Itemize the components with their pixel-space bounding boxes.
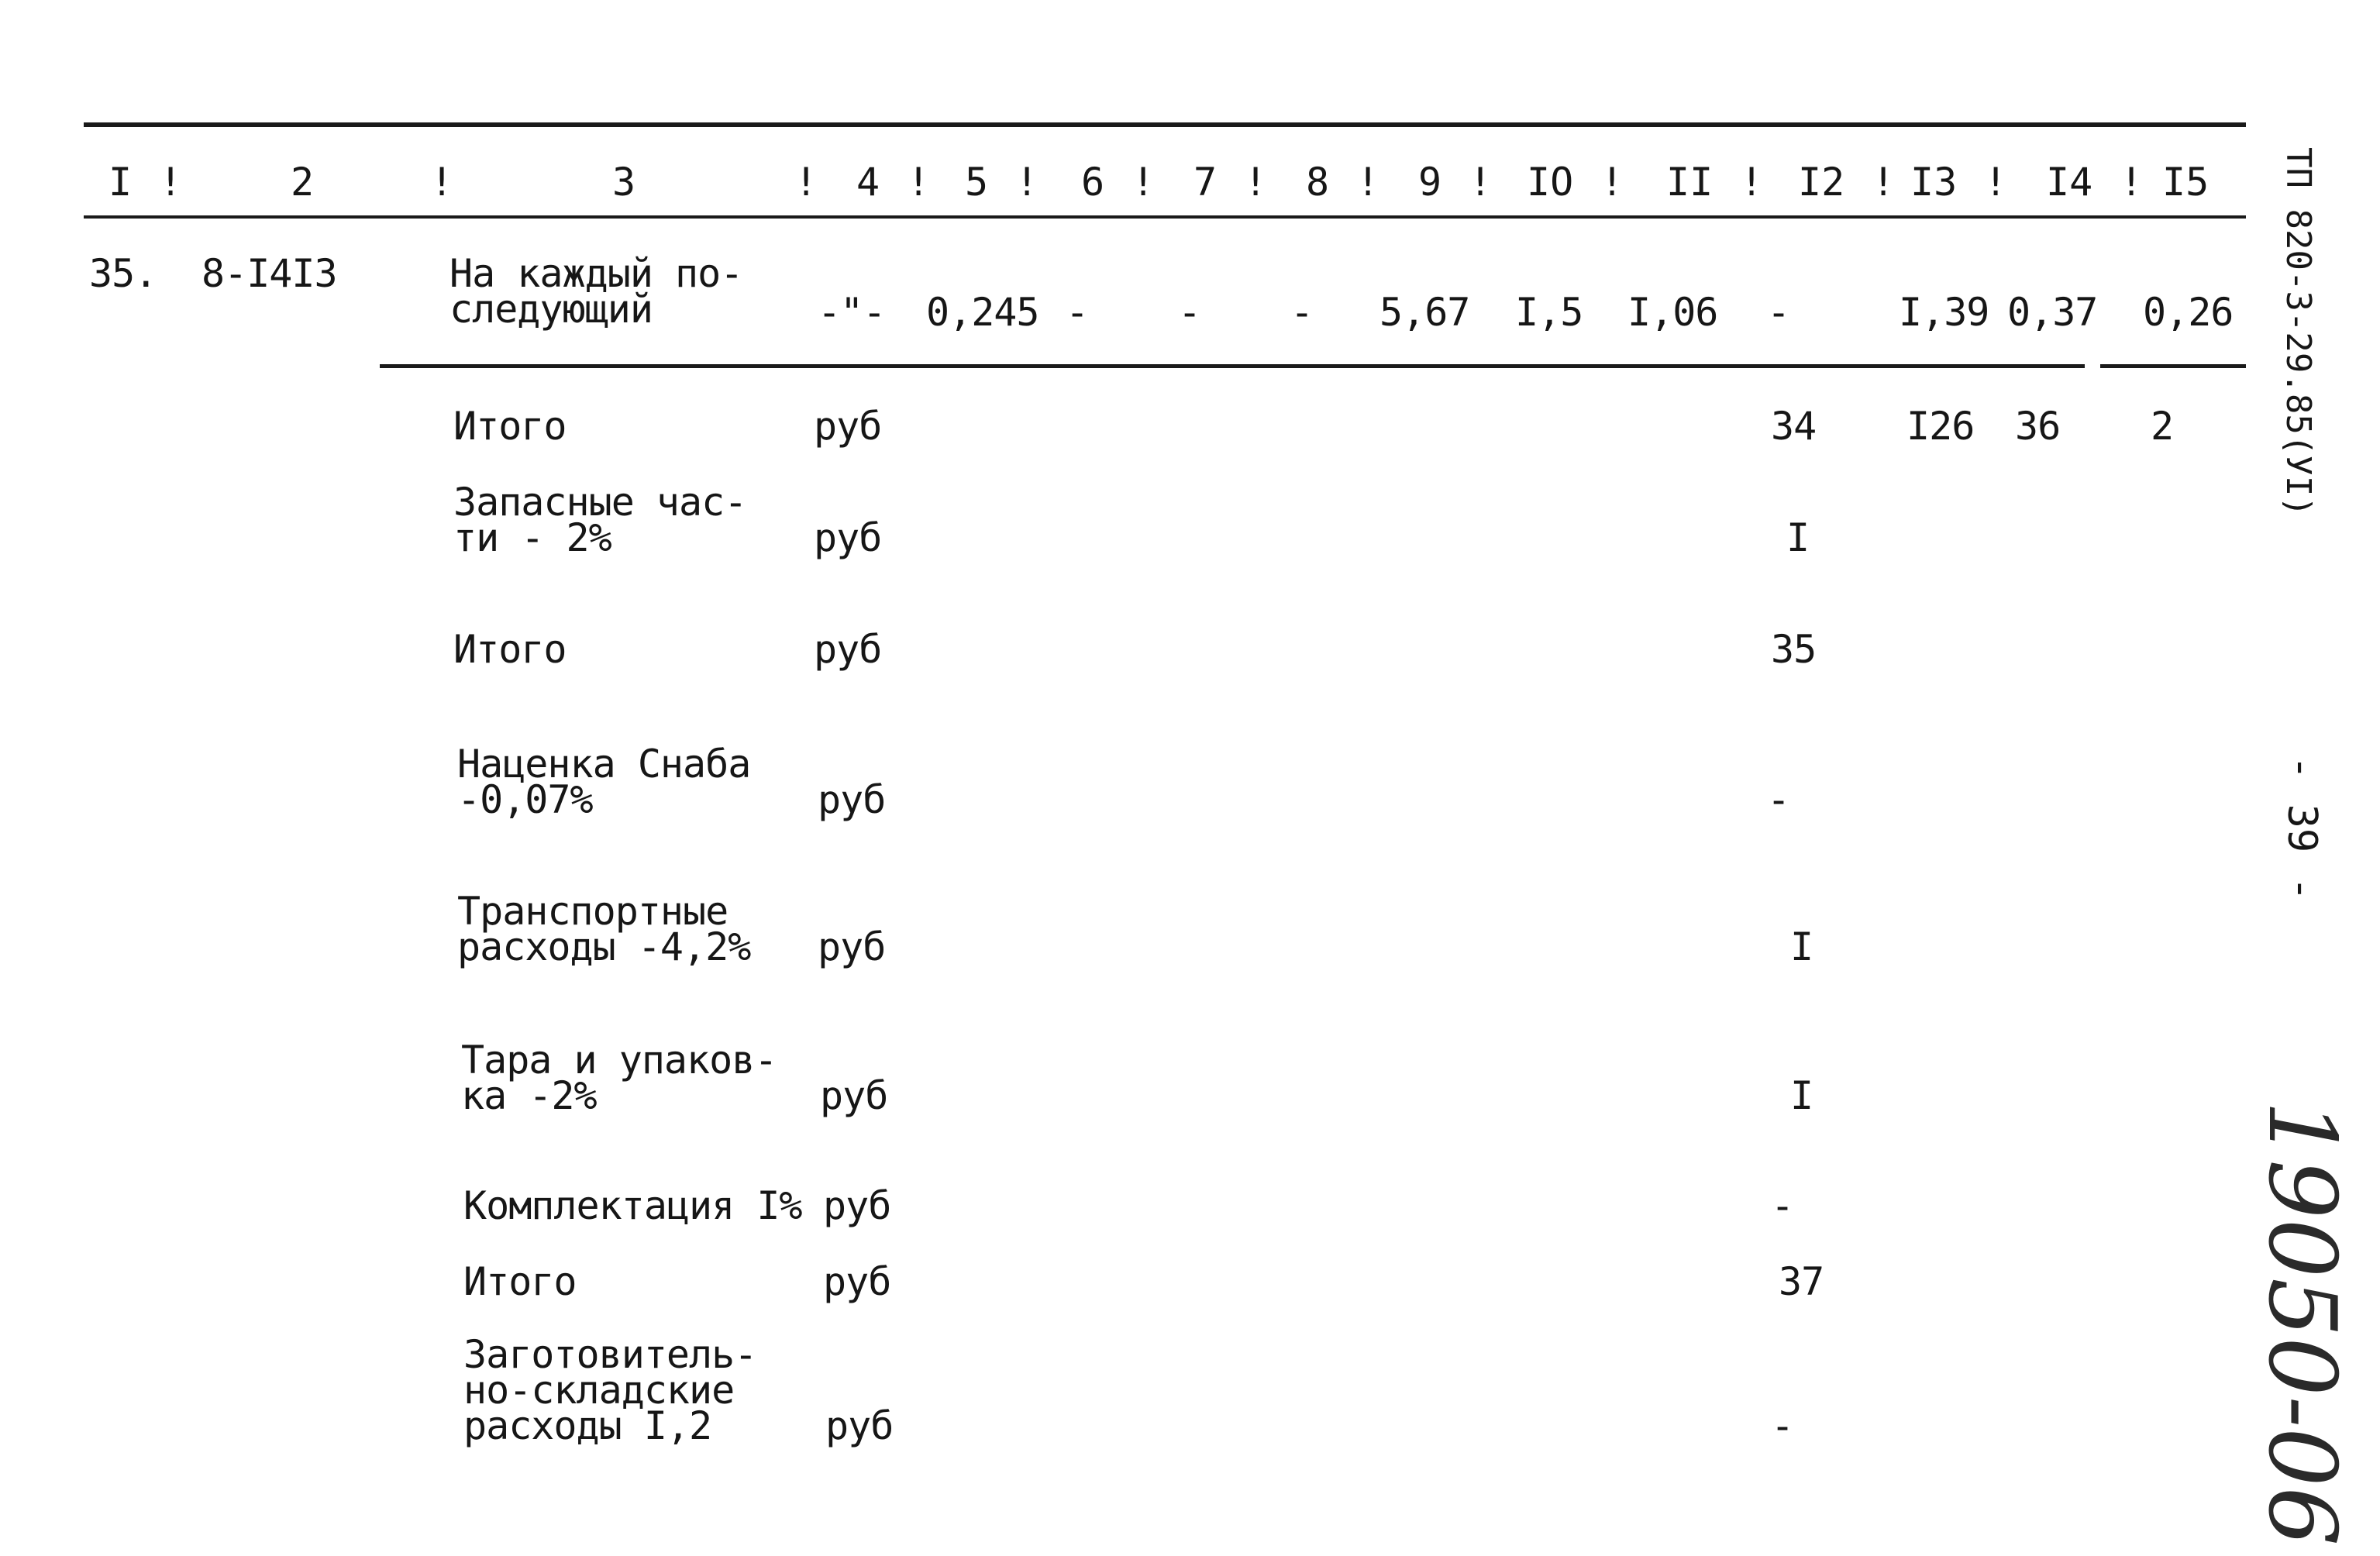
summary-unit: руб [814,515,882,560]
summary-label-2: расходы -4,2% [457,924,751,969]
header-col-15: I5 [2162,160,2210,205]
summary-unit: руб [814,627,882,672]
row-col-5: 0,245 [926,290,1039,335]
row-col-14: 0,37 [2007,290,2098,335]
row-number: 35. [89,251,157,296]
summary-label-3: расходы I,2 [463,1403,712,1448]
summary-label-2: ка -2% [461,1073,597,1118]
header-sep: ! [1356,160,1380,205]
summary-col-15: 2 [2151,404,2174,449]
summary-col-12: I [1786,515,1810,560]
summary-unit: руб [820,1073,888,1118]
header-col-8: 8 [1306,160,1330,205]
header-sep: ! [430,160,454,205]
summary-col-13: I26 [1906,404,1975,449]
summary-label-2: ти - 2% [453,515,611,560]
row-col-4: -"- [818,290,886,335]
row-bottom-rule-right [2100,364,2246,368]
summary-col-12: - [1771,1403,1794,1448]
row-name-line1: На каждый по- [449,251,743,296]
header-sep: ! [1131,160,1156,205]
page-number: - 39 - [2278,756,2325,901]
header-col-2: 2 [291,160,315,205]
summary-label-2: -0,07% [457,777,593,822]
row-col-10: I,5 [1515,290,1583,335]
header-sep: ! [1244,160,1268,205]
summary-col-12: 34 [1771,404,1817,449]
header-sep: ! [1984,160,2008,205]
row-col-15: 0,26 [2143,290,2234,335]
header-col-1: I [108,160,133,205]
summary-unit: руб [825,1403,894,1448]
header-sep: ! [1600,160,1624,205]
top-rule [84,122,2246,127]
summary-col-14: 36 [2015,404,2061,449]
summary-unit: руб [818,924,886,969]
summary-unit: руб [823,1259,891,1304]
header-sep: ! [1469,160,1493,205]
summary-label: Транспортные [457,889,728,934]
summary-unit: руб [814,404,882,449]
header-bottom-rule [84,215,2246,219]
summary-label: Тара и упаков- [461,1038,777,1083]
summary-label: Заготовитель- [463,1332,757,1377]
header-col-13: I3 [1910,160,1958,205]
summary-col-12: - [1771,1183,1794,1228]
header-col-12: I2 [1798,160,1845,205]
summary-col-12: I [1790,1073,1813,1118]
header-col-9: 9 [1418,160,1442,205]
summary-label: Наценка Снаба [457,742,751,787]
header-sep: ! [159,160,183,205]
summary-col-12: I [1790,924,1813,969]
summary-label: Запасные час- [453,480,747,525]
row-name-line2: следующий [449,287,653,332]
row-col-13: I,39 [1899,290,1989,335]
summary-col-12: 35 [1771,627,1817,672]
row-col-9: 5,67 [1379,290,1470,335]
header-col-7: 7 [1193,160,1218,205]
header-sep: ! [907,160,931,205]
row-col-7: - [1178,290,1201,335]
summary-label-2: но-складские [463,1368,735,1413]
row-code: 8-I4I3 [201,251,337,296]
header-col-4: 4 [856,160,880,205]
summary-label: Итого [463,1259,577,1304]
row-col-11: I,06 [1627,290,1718,335]
row-col-8: - [1290,290,1314,335]
header-sep: ! [1015,160,1039,205]
header-sep: ! [1872,160,1896,205]
document-code: ТП 820-3-29.85(УI) [2278,147,2318,517]
header-col-5: 5 [965,160,989,205]
header-col-6: 6 [1081,160,1105,205]
summary-label: Итого [453,404,567,449]
header-sep: ! [2120,160,2144,205]
header-col-10: IO [1527,160,1574,205]
summary-label: Итого [453,627,567,672]
row-col-12: - [1767,290,1790,335]
header-col-3: 3 [612,160,636,205]
inventory-stamp: 19050-06 [2247,1100,2355,1546]
summary-unit: руб [823,1183,891,1228]
header-col-11: II [1666,160,1714,205]
header-sep: ! [794,160,818,205]
summary-col-12: 37 [1779,1259,1824,1304]
summary-label: Комплектация I% [463,1183,802,1228]
summary-col-12: - [1767,777,1790,822]
header-col-14: I4 [2046,160,2093,205]
row-col-6: - [1066,290,1089,335]
summary-unit: руб [818,777,886,822]
row-bottom-rule [380,364,2085,368]
header-sep: ! [1740,160,1764,205]
